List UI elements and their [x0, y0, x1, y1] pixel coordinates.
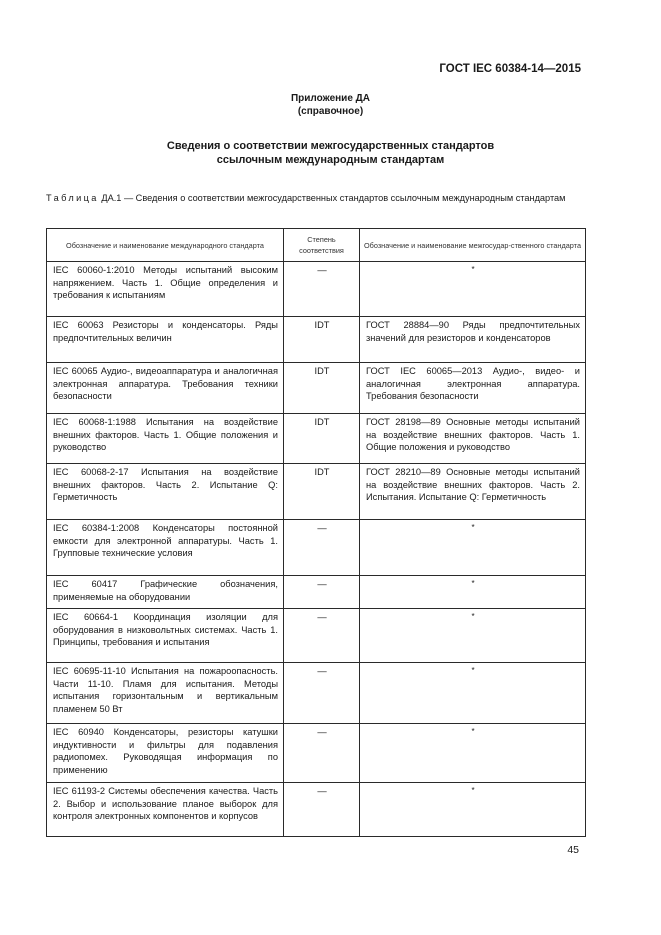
cell-international: IEC 60417 Графические обозначения, применяемые на оборудовании	[47, 576, 284, 609]
table-row	[47, 464, 586, 520]
cell-degree: IDT	[284, 363, 360, 414]
table-row	[47, 363, 586, 414]
table-row	[47, 724, 586, 783]
cell-degree: —	[284, 576, 360, 609]
page-title-line-1: Сведения о соответствии межгосударственных стандартов	[166, 140, 495, 152]
cell-degree: —	[284, 262, 360, 317]
cell-degree: —	[284, 520, 360, 576]
table-row	[47, 576, 586, 609]
table-row	[47, 783, 586, 837]
table-row	[47, 317, 586, 363]
cell-national: ГОСТ IEC 60065—2013 Аудио-, видео- и аналогичная электронная аппаратура. Требования безопасности	[360, 363, 586, 414]
annex-title: Приложение ДА	[290, 93, 371, 104]
cell-degree: IDT	[284, 464, 360, 520]
annex-heading	[0, 92, 661, 118]
cell-national: *	[360, 724, 586, 783]
cell-national: *	[360, 520, 586, 576]
table-caption-label: Таблица	[46, 193, 99, 203]
cell-degree: IDT	[284, 317, 360, 363]
cell-degree: —	[284, 724, 360, 783]
cell-international: IEC 60060-1:2010 Методы испытаний высоким напряжением. Часть 1. Общие определения и требования к испытаниям	[47, 262, 284, 317]
table-row	[47, 414, 586, 464]
cell-degree: —	[284, 783, 360, 837]
cell-national: *	[360, 609, 586, 663]
table-header-row	[47, 229, 586, 262]
cell-international: IEC 60068-1:1988 Испытания на воздействие внешних факторов. Часть 1. Общие положения и руководство	[47, 414, 284, 464]
cell-international: IEC 60068-2-17 Испытания на воздействие внешних факторов. Часть 2. Испытание Q: Герметичность	[47, 464, 284, 520]
table-row	[47, 262, 586, 317]
table-row	[47, 609, 586, 663]
header-national-standard: Обозначение и наименование межгосудар-ственного стандарта	[360, 229, 586, 262]
cell-international: IEC 60384-1:2008 Конденсаторы постоянной емкости для электронной аппаратуры. Часть 1. Групповые технические условия	[47, 520, 284, 576]
cell-international: IEC 61193-2 Системы обеспечения качества. Часть 2. Выбор и использование планое выборок для контроля электронных компонентов и корпусов	[47, 783, 284, 837]
cell-national: *	[360, 576, 586, 609]
cell-national: ГОСТ 28210—89 Основные методы испытаний на воздействие внешних факторов. Часть 2. Испытания. Испытание Q: Герметичность	[360, 464, 586, 520]
page-title-line-2: ссылочным международным стандартам	[216, 154, 445, 166]
cell-international: IEC 60664-1 Координация изоляции для оборудования в низковольтных системах. Часть 1. Принципы, требования и испытания	[47, 609, 284, 663]
page-number: 45	[567, 844, 579, 856]
table-caption-text: ДА.1 — Сведения о соответствии межгосударственных стандартов ссылочным международным стандартам	[98, 193, 566, 203]
correspondence-table	[46, 228, 586, 837]
cell-national: ГОСТ 28884—90 Ряды предпочтительных значений для резисторов и конденсаторов	[360, 317, 586, 363]
cell-international: IEC 60940 Конденсаторы, резисторы катушки индуктивности и фильтры для подавления радиопомех. Руководящая информация по применению	[47, 724, 284, 783]
cell-international: IEC 60063 Резисторы и конденсаторы. Ряды предпочтительных величин	[47, 317, 284, 363]
annex-note: (справочное)	[297, 106, 364, 117]
page-title	[0, 139, 661, 167]
standard-code: ГОСТ IEC 60384-14—2015	[439, 63, 581, 75]
cell-international: IEC 60695-11-10 Испытания на пожароопасность. Части 11-10. Пламя для испытания. Методы испытания горизонтальным и вертикальным пламенем 50 Вт	[47, 663, 284, 724]
cell-national: ГОСТ 28198—89 Основные методы испытаний на воздействие внешних факторов. Часть 1. Общие положения и руководство	[360, 414, 586, 464]
cell-degree: IDT	[284, 414, 360, 464]
cell-national: *	[360, 663, 586, 724]
cell-degree: —	[284, 609, 360, 663]
table-row	[47, 663, 586, 724]
table-caption	[46, 192, 585, 204]
cell-national: *	[360, 783, 586, 837]
cell-international: IEC 60065 Аудио-, видеоаппаратура и аналогичная электронная аппаратура. Требования техники безопасности	[47, 363, 284, 414]
header-international-standard: Обозначение и наименование международного стандарта	[47, 229, 284, 262]
cell-national: *	[360, 262, 586, 317]
cell-degree: —	[284, 663, 360, 724]
header-degree: Степень соответствия	[284, 229, 360, 262]
table-row	[47, 520, 586, 576]
